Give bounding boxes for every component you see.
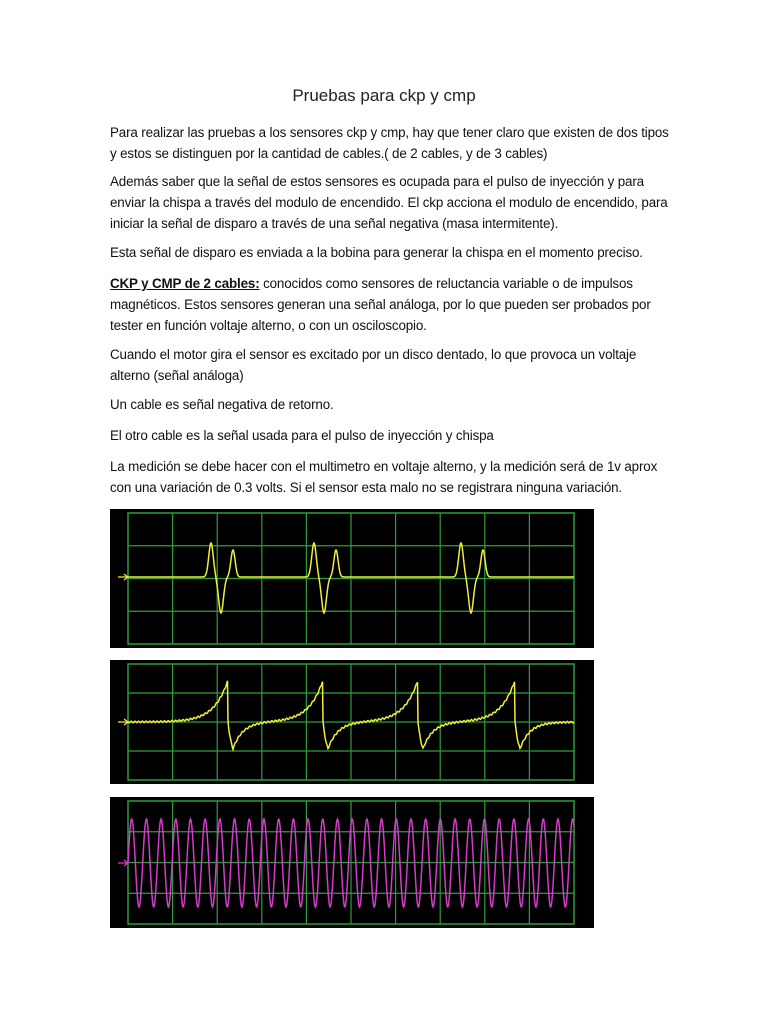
two-wire-heading: CKP y CMP de 2 cables:: [110, 276, 260, 291]
ground-marker: [118, 574, 128, 580]
paragraph-sensor-types: Para realizar las pruebas a los sensores ckp y cmp, hay que tener claro que existen de dos tipos y estos se distinguen por la cantidad de cables.( de 2 cables, y de 3 cables): [110, 125, 669, 161]
two-wire-description: conocidos como sensores de reluctancia variable o de impulsos magnéticos. Estos sensores generan una señal análoga, por lo que pueden ser probados por tester en función voltaje alterno, o con un osciloscopio.: [110, 276, 651, 333]
oscilloscope-image-3: [110, 797, 594, 928]
paragraph-signal-wire: El otro cable es la señal usada para el pulso de inyección y chispa: [110, 428, 494, 443]
ground-marker: [118, 719, 128, 725]
oscilloscope-trace-1: [110, 509, 594, 648]
ground-marker: [118, 860, 128, 866]
paragraph-two-wire-sensors: [110, 273, 670, 336]
oscilloscope-image-1: [110, 509, 594, 648]
oscilloscope-trace-2: [110, 660, 594, 784]
oscilloscope-image-2: [110, 660, 594, 784]
paragraph-measurement: La medición se debe hacer con el multimetro en voltaje alterno, y la medición será de 1v aprox con una variación de 0.3 volts. Si el sensor esta malo no se registrara ninguna variación.: [110, 459, 658, 495]
paragraph-motor-rotation: Cuando el motor gira el sensor es excitado por un disco dentado, lo que provoca un voltaje alterno (señal análoga): [110, 347, 637, 383]
paragraph-trigger-signal: Esta señal de disparo es enviada a la bobina para generar la chispa en el momento preciso.: [110, 245, 643, 260]
paragraph-signal-usage: Además saber que la señal de estos sensores es ocupada para el pulso de inyección y para enviar la chispa a través del modulo de encendido. El ckp acciona el modulo de encendido, para iniciar la señal de disparo a través de una señal negativa (masa intermitente).: [110, 174, 668, 231]
paragraph-return-wire: Un cable es señal negativa de retorno.: [110, 397, 334, 412]
page-title: Pruebas para ckp y cmp: [292, 86, 476, 105]
oscilloscope-trace-3: [110, 797, 594, 928]
